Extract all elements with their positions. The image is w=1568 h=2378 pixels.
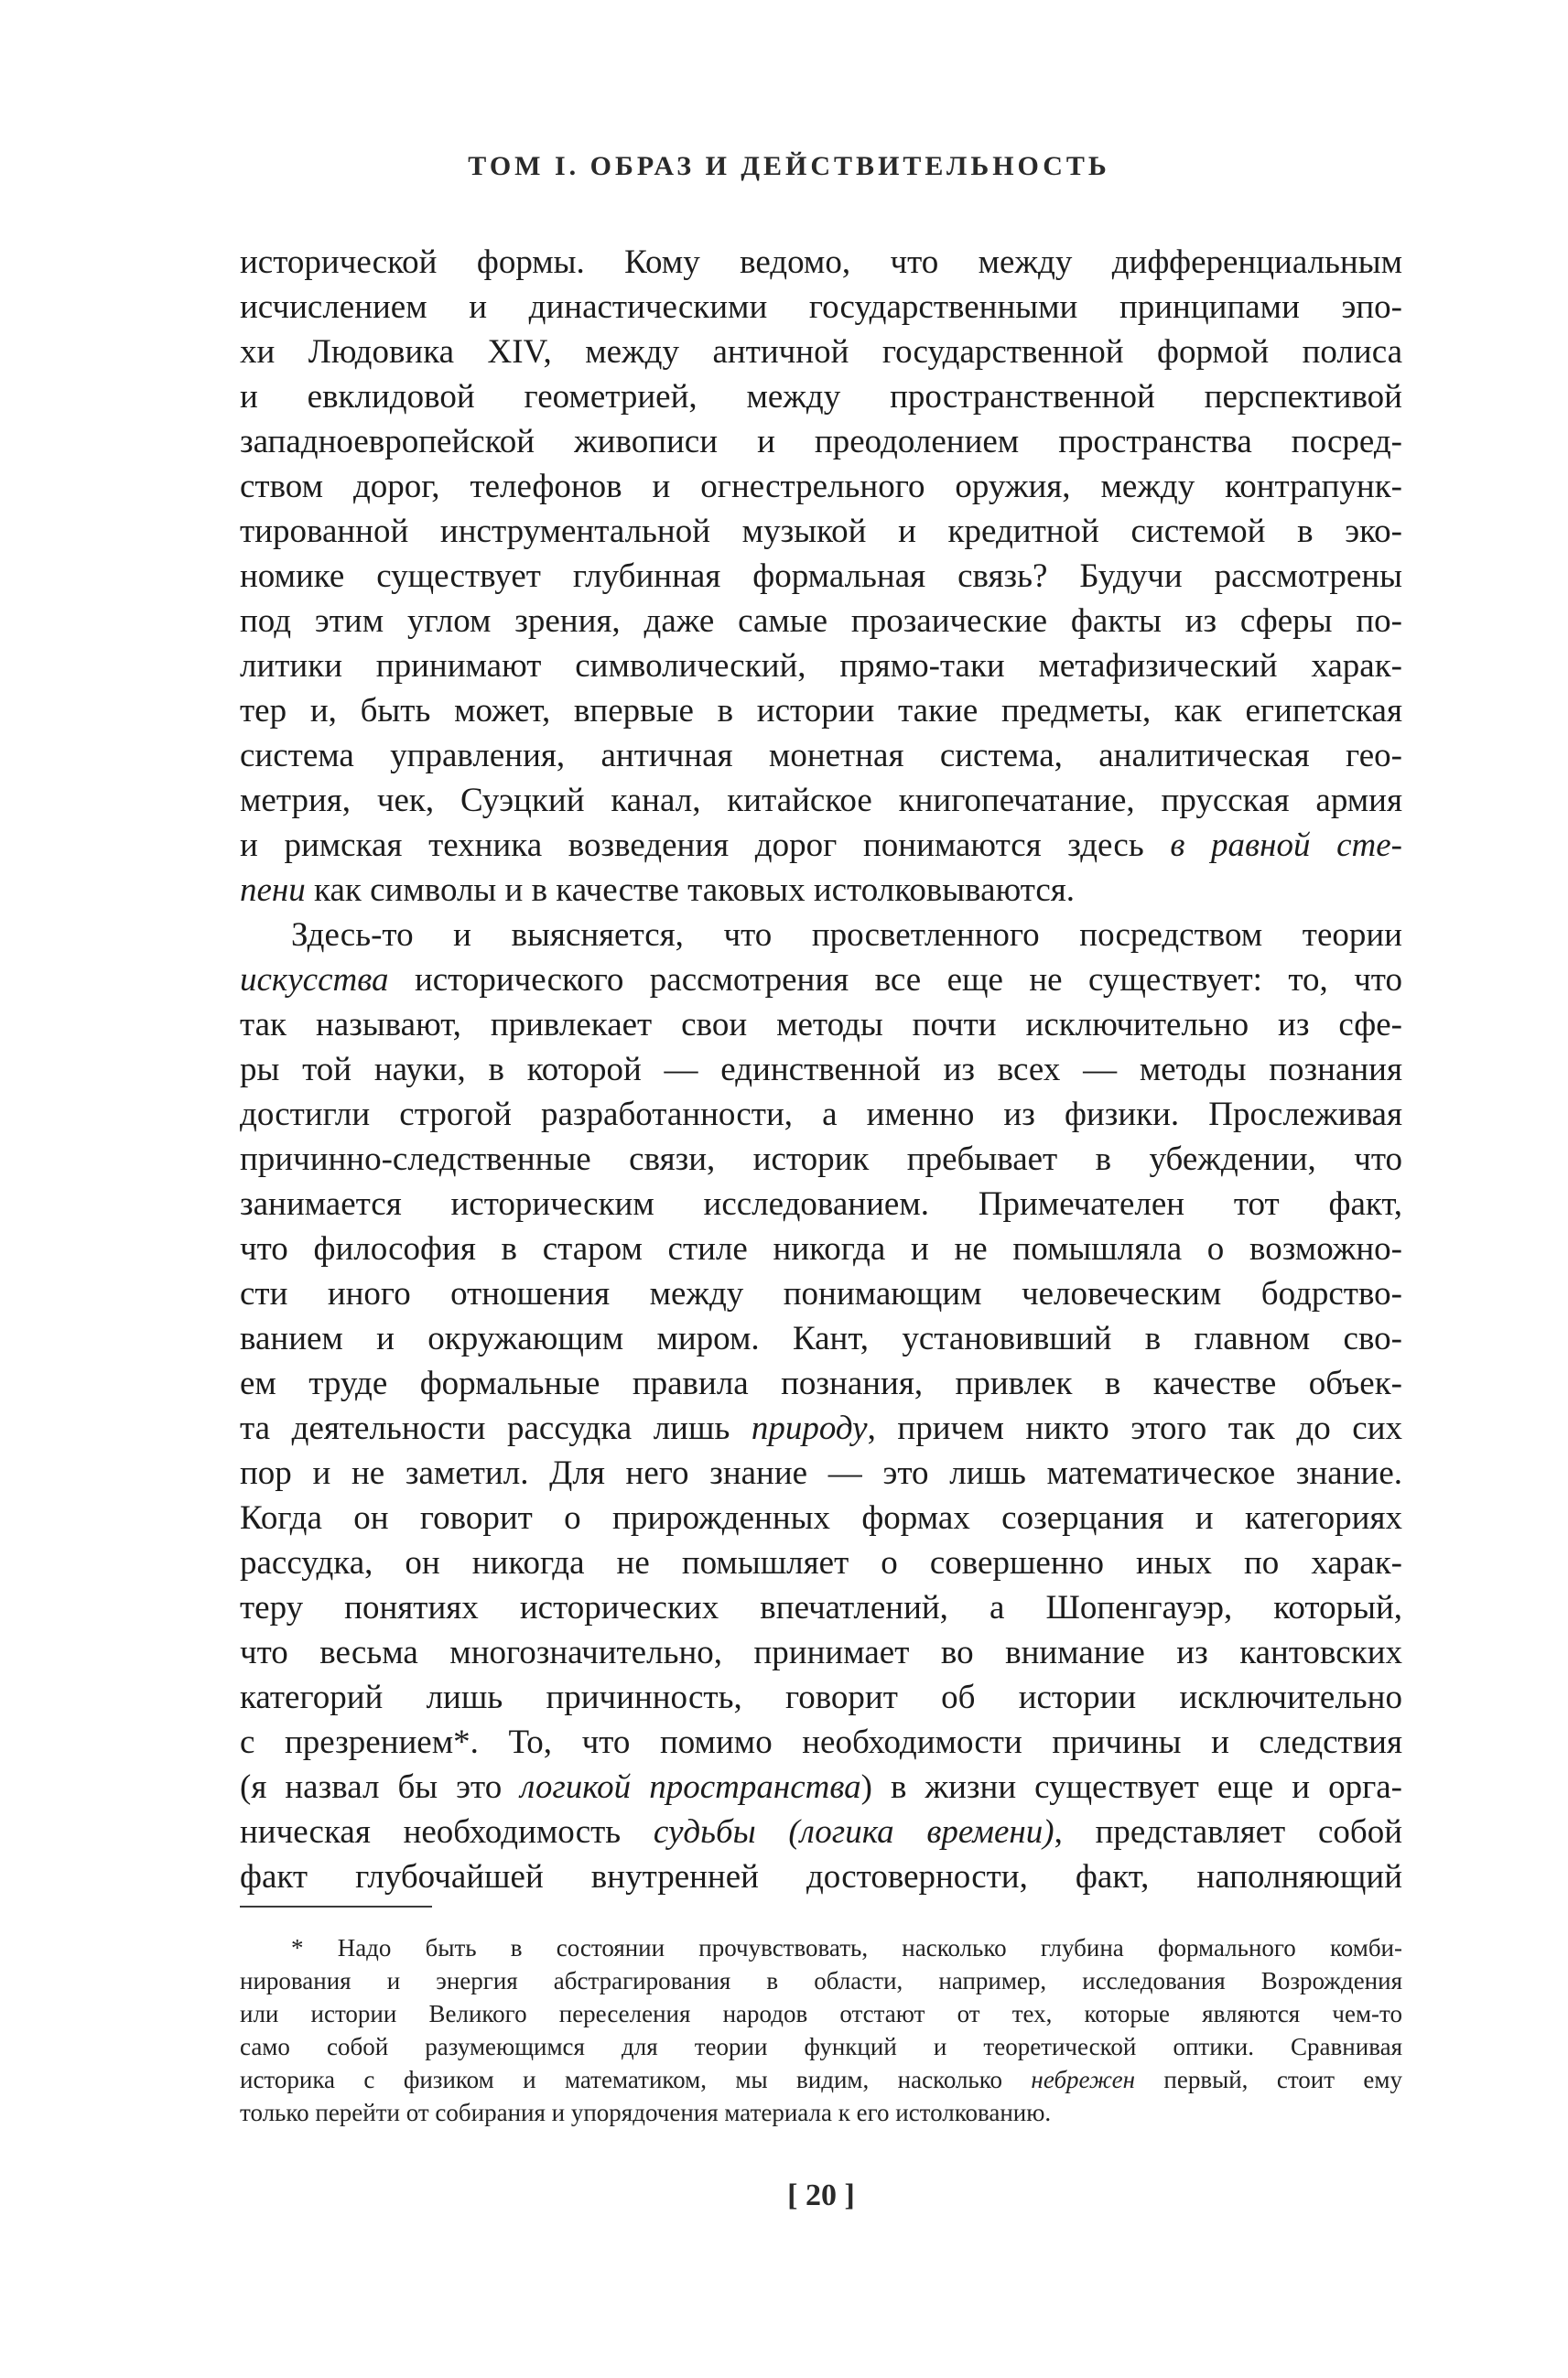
text-span: , причем никто этого так до сих [867, 1410, 1402, 1447]
text-line: номике существует глубинная формальная связь? Будучи рассмотрены [240, 557, 1402, 595]
text-line: исторической формы. Кому ведомо, что между дифференциальным [240, 243, 1402, 281]
emphasis: искусства [240, 961, 389, 999]
text-line: достигли строгой разработанности, а именно из физики. Прослеживая [240, 1096, 1402, 1133]
text-line: тированной инструментальной музыкой и кредитной системой в эко- [240, 513, 1402, 550]
text-line: под этим углом зрения, даже самые прозаические факты из сферы по- [240, 602, 1402, 640]
emphasis: судьбы (логика времени) [653, 1813, 1054, 1851]
text-line: с презрением*. То, что помимо необходимости причины и следствия [240, 1724, 1402, 1761]
text-line [240, 1765, 1402, 1810]
text-line: сти иного отношения между понимающим человеческим бодрство- [240, 1275, 1402, 1313]
text-line: рассудка, он никогда не помышляет о совершенно иных по харак- [240, 1544, 1402, 1582]
main-text [240, 240, 1402, 1899]
emphasis: небрежен [1031, 2066, 1135, 2093]
text-line: Здесь-то и выясняется, что просветленного посредством теории [291, 916, 1402, 954]
emphasis: логикой пространства [520, 1768, 861, 1806]
text-span: как символы и в качестве таковых истолковываются. [305, 871, 1076, 909]
text-line [240, 823, 1402, 868]
footnote-line [240, 2063, 1402, 2096]
text-line: ванием и окружающим миром. Кант, установивший в главном сво- [240, 1320, 1402, 1357]
text-line: система управления, античная монетная система, аналитическая гео- [240, 737, 1402, 774]
text-line: ем труде формальные правила познания, привлек в качестве объек- [240, 1365, 1402, 1402]
text-line: факт глубочайшей внутренней достоверности, факт, наполняющий [240, 1858, 1402, 1896]
text-line: и евклидовой геометрией, между пространственной перспективой [240, 378, 1402, 416]
footnote-line: само собой разумеющимся для теории функций и теоретической оптики. Сравнивая [240, 2033, 1402, 2060]
text-line [240, 1810, 1402, 1854]
text-line: Когда он говорит о прирожденных формах созерцания и категориях [240, 1499, 1402, 1537]
text-span: первый, стоит ему [1134, 2066, 1402, 2093]
text-line: что философия в старом стиле никогда и не помышляла о возможно- [240, 1230, 1402, 1268]
text-line: тер и, быть может, впервые в истории такие предметы, как египетская [240, 692, 1402, 730]
text-line [240, 1406, 1402, 1451]
text-line [240, 957, 1402, 1002]
footnote-line: нирования и энергия абстрагирования в области, например, исследования Возрождения [240, 1967, 1402, 1994]
footnote-divider [240, 1906, 432, 1908]
text-span: ническая необходимость [240, 1813, 654, 1851]
text-span: (я назвал бы это [240, 1768, 521, 1806]
text-line: категорий лишь причинность, говорит об истории исключительно [240, 1679, 1402, 1716]
emphasis: природу [751, 1410, 868, 1447]
emphasis: в равной сте- [1170, 827, 1402, 864]
text-line: метрия, чек, Суэцкий канал, китайское книгопечатание, прусская армия [240, 782, 1402, 819]
text-span: та деятельности рассудка лишь [240, 1410, 752, 1447]
text-span: ) в жизни существует еще и орга- [860, 1768, 1402, 1806]
text-line: что весьма многозначительно, принимает во внимание из кантовских [240, 1634, 1402, 1671]
text-line: пор и не заметил. Для него знание — это лишь математическое знание. [240, 1454, 1402, 1492]
text-line: ры той науки, в которой — единственной из всех — методы познания [240, 1051, 1402, 1088]
text-line: занимается историческим исследованием. Примечателен тот факт, [240, 1185, 1402, 1223]
text-span: исторического рассмотрения все еще не существует: то, что [388, 961, 1402, 999]
text-span: , представляет собой [1054, 1813, 1402, 1851]
footnote-line: * Надо быть в состоянии прочувствовать, насколько глубина формального комби- [291, 1934, 1402, 1962]
text-line: западноевропейской живописи и преодолением пространства посред- [240, 423, 1402, 460]
footnote [240, 1931, 1402, 2129]
footnote-line: только перейти от собирания и упорядочения материала к его истолкованию. [240, 2099, 1052, 2126]
text-line: причинно-следственные связи, историк пребывает в убеждении, что [240, 1140, 1402, 1178]
running-header: ТОМ I. ОБРАЗ И ДЕЙСТВИТЕЛЬНОСТЬ [468, 151, 1110, 181]
text-line: исчислением и династическими государственными принципами эпо- [240, 288, 1402, 326]
text-span: и римская техника возведения дорог понимаются здесь [240, 827, 1171, 864]
emphasis: пени [240, 871, 306, 909]
paragraph-2 [240, 913, 1402, 1899]
paragraph-1 [240, 240, 1402, 913]
text-line: ством дорог, телефонов и огнестрельного оружия, между контрапунк- [240, 468, 1402, 505]
footnote-line: или истории Великого переселения народов отстают от тех, которые являются чем-то [240, 2000, 1402, 2027]
text-line: теру понятиях исторических впечатлений, а Шопенгауэр, который, [240, 1589, 1402, 1627]
text-line [240, 868, 1402, 913]
text-span: историка с физиком и математиком, мы видим, насколько [240, 2066, 1032, 2093]
page-number: [ 20 ] [787, 2178, 855, 2212]
text-line: так называют, привлекает свои методы почти исключительно из сфе- [240, 1006, 1402, 1043]
text-line: хи Людовика XIV, между античной государственной формой полиса [240, 333, 1402, 371]
text-line: литики принимают символический, прямо-таки метафизический харак- [240, 647, 1402, 685]
